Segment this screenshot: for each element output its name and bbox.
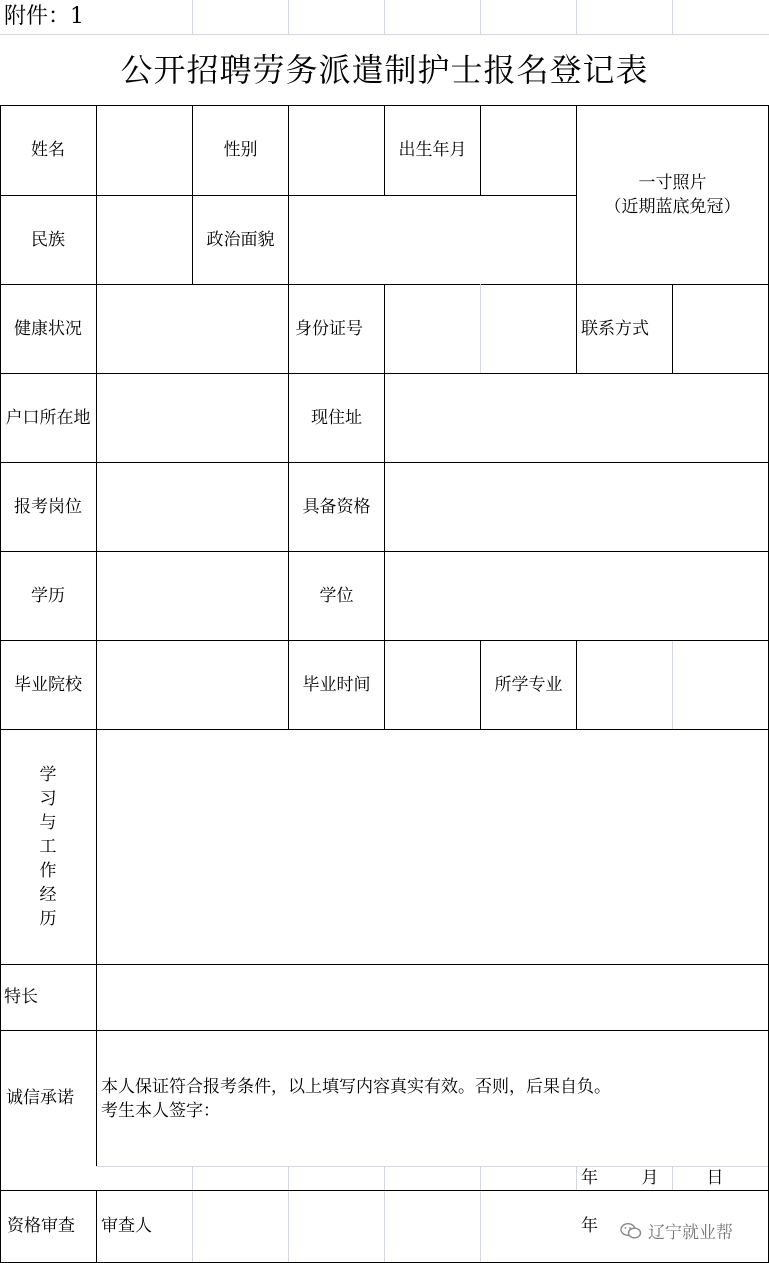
degree-label: 学位	[319, 585, 354, 606]
name-label: 姓名	[31, 140, 65, 161]
political-label: 政治面貌	[206, 229, 275, 250]
grad-time-label: 毕业时间	[302, 674, 371, 695]
experience-label: 学 习 与 工 作 经 历	[39, 765, 57, 929]
date-day: 日	[706, 1168, 724, 1189]
review-label: 资格审查	[7, 1216, 75, 1237]
major-label: 所学专业	[494, 674, 563, 695]
promise-text	[101, 1075, 611, 1123]
qualification-label: 具备资格	[302, 496, 371, 517]
photo-label: 一寸照片	[638, 173, 707, 193]
date-month: 月	[641, 1168, 659, 1189]
address-label: 现住址	[311, 407, 362, 428]
education-label: 学历	[31, 585, 65, 606]
gender-label: 性别	[223, 140, 258, 161]
date-year: 年	[581, 1168, 598, 1189]
signature-line: 考生本人签字：	[101, 1101, 220, 1121]
id-number-label: 身份证号	[295, 318, 363, 339]
health-label: 健康状况	[14, 318, 82, 339]
integrity-label: 诚信承诺	[6, 1088, 74, 1109]
photo-note: （近期蓝底免冠）	[604, 197, 741, 217]
attachment-label: 附件：1	[4, 3, 84, 29]
page-title: 公开招聘劳务派遣制护士报名登记表	[120, 50, 649, 89]
specialty-label: 特长	[4, 987, 38, 1008]
watermark-text: 辽宁就业帮	[648, 1223, 733, 1243]
contact-label: 联系方式	[581, 318, 649, 339]
hukou-label: 户口所在地	[5, 407, 91, 428]
photo-box	[577, 106, 768, 284]
reviewer-label: 审查人	[101, 1216, 152, 1237]
review-year: 年	[581, 1216, 598, 1237]
ethnicity-label: 民族	[31, 229, 65, 250]
birth-label: 出生年月	[398, 140, 467, 161]
position-label: 报考岗位	[14, 496, 82, 517]
school-label: 毕业院校	[14, 674, 82, 695]
wechat-icon	[620, 1222, 642, 1240]
promise-line: 本人保证符合报考条件，以上填写内容真实有效。否则，后果自负。	[101, 1077, 611, 1097]
watermark	[620, 1218, 733, 1243]
